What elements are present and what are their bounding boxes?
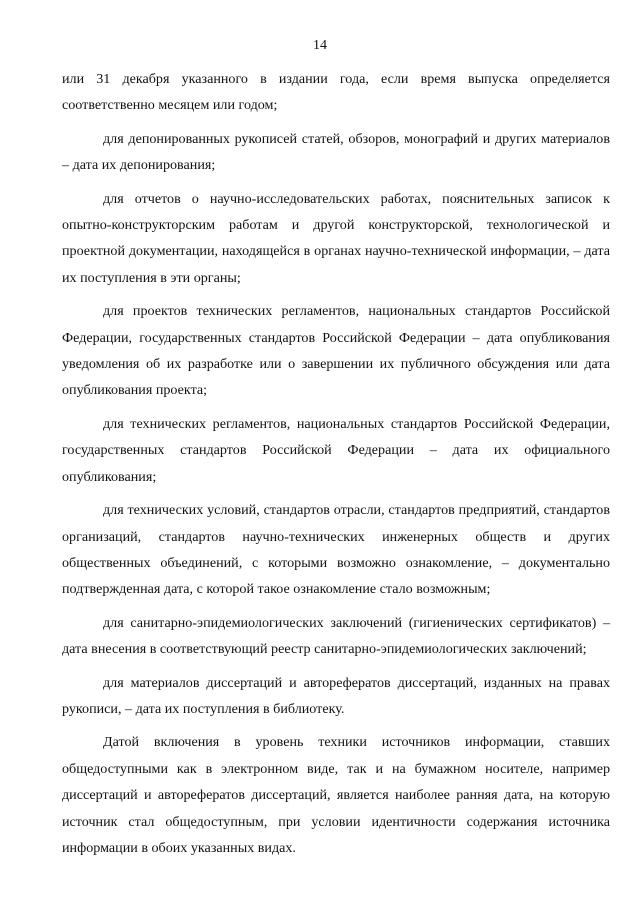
paragraph-dissertations: для материалов диссертаций и авторефератов диссертаций, изданных на правах рукописи, – дата их поступления в библиотеку. [62,674,610,717]
paragraph-continuation: или 31 декабря указанного в издании года, если время выпуска определяется соответственно месяцем или годом; [62,71,610,114]
paragraph-research-reports: для отчетов о научно-исследовательских работах, пояснительных записок к опытно-конструкторским работам и другой конструкторской, технологической и проектной документации, находящейся в органах научно-технической информации, – дата их поступления в эти органы; [62,190,610,286]
paragraph-draft-regulations: для проектов технических регламентов, национальных стандартов Российской Федерации, государственных стандартов Российской Федерации – дата опубликования уведомления об их разработке или о завершении их публичного обсуждения или дата опубликования проекта; [62,303,610,399]
paragraph-sanitary-conclusions: для санитарно-эпидемиологических заключений (гигиенических сертификатов) – дата внесения в соответствующий реестр санитарно-эпидемиологических заключений; [62,614,610,658]
page-number: 14 [313,38,327,53]
paragraph-technical-regulations: для технических регламентов, национальных стандартов Российской Федерации, государственных стандартов Российской Федерации – дата их официального опубликования; [62,415,610,485]
paragraph-deposited-manuscripts: для депонированных рукописей статей, обзоров, монографий и других материалов – дата их депонирования; [62,130,610,174]
paragraph-inclusion-date: Датой включения в уровень техники источников информации, ставших общедоступными как в электронном виде, так и на бумажном носителе, например диссертаций и авторефератов диссертаций, является наиболее ранняя дата, на которую источник стал общедоступным, при условии идентичности содержания источника информации в обоих указанных видах. [62,734,610,856]
document-body [62,66,610,868]
paragraph-technical-conditions: для технических условий, стандартов отрасли, стандартов предприятий, стандартов организаций, стандартов научно-технических инженерных обществ и других общественных объединений, с которыми возможно ознакомление, – документально подтвержденная дата, с которой такое ознакомление стало возможным; [62,502,610,598]
